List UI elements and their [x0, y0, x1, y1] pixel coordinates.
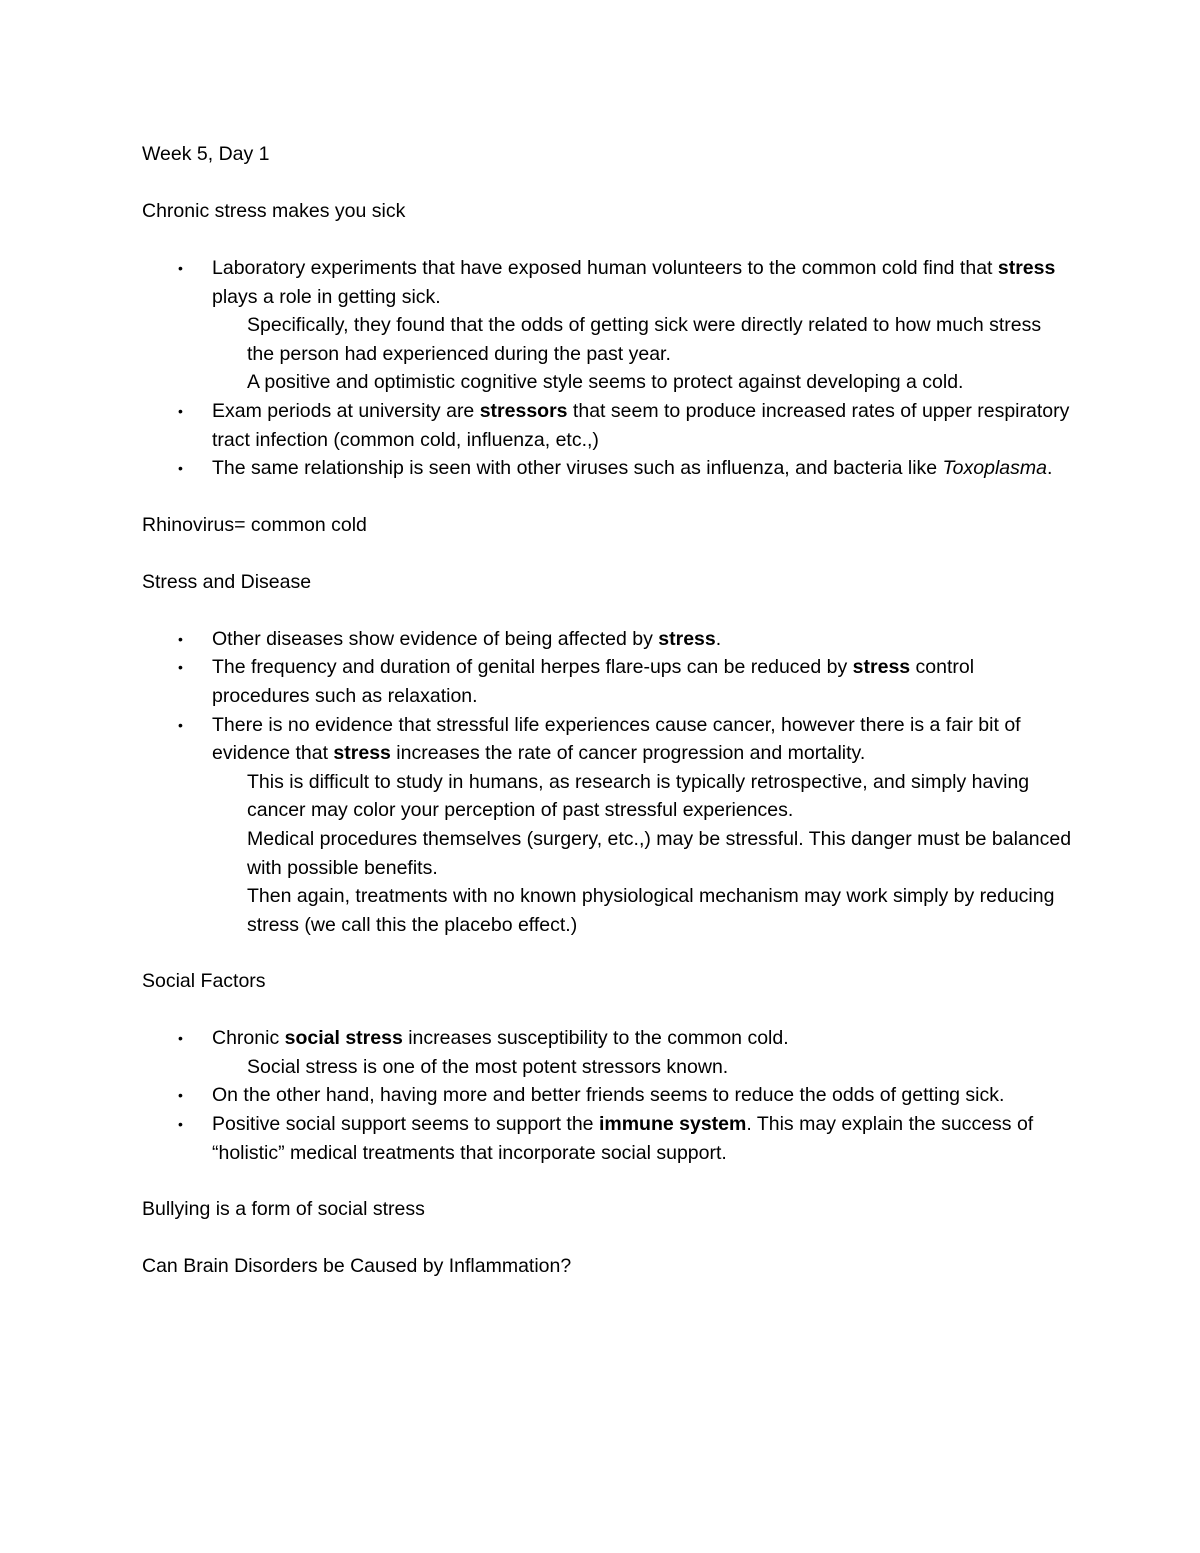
sub-item: Social stress is one of the most potent stressors known. [247, 1055, 729, 1078]
bullet-list-stress-disease [142, 625, 1072, 940]
sub-item: A positive and optimistic cognitive style seems to protect against developing a cold. [247, 371, 964, 394]
bullet-icon: • [178, 260, 183, 276]
document-title: Week 5, Day 1 [142, 143, 270, 165]
rhinovirus-note: Rhinovirus= common cold [142, 513, 367, 536]
list-item: • The frequency and duration of genital herpes flare-ups can be reduced by stress control procedures such as relaxation. [142, 653, 1072, 710]
sub-item: Then again, treatments with no known physiological mechanism may work simply by reducing stress (we call this the placebo effect.) [247, 885, 1055, 936]
list-item: • Laboratory experiments that have exposed human volunteers to the common cold find that stress plays a role in getting sick. Specifically, they found that the odds of getting sick were directly related to how much stress the person had experienced during the past year. A positive and optimistic cognitive style seems to protect against developing a cold. [142, 254, 1072, 397]
list-item: • Other diseases show evidence of being affected by stress. [142, 625, 1072, 654]
bullet-icon: • [178, 1087, 183, 1104]
list-item: • Chronic social stress increases susceptibility to the common cold. Social stress is one of the most potent stressors known. [142, 1024, 1072, 1081]
sub-item: This is difficult to study in humans, as research is typically retrospective, and simply having cancer may color your perception of past stressful experiences. [247, 770, 1030, 822]
section-heading-chronic-stress: Chronic stress makes you sick [142, 200, 406, 222]
list-item: • On the other hand, having more and better friends seems to reduce the odds of getting sick. [142, 1081, 1072, 1110]
list-item: • Exam periods at university are stressors that seem to produce increased rates of upper respiratory tract infection (common cold, influenza, etc.,) [142, 397, 1072, 454]
sub-item: Specifically, they found that the odds of getting sick were directly related to how much stress the person had experienced during the past year. [247, 314, 1042, 365]
list-item: • The same relationship is seen with other viruses such as influenza, and bacteria like Toxoplasma. [142, 454, 1072, 483]
section-heading-stress-disease: Stress and Disease [142, 570, 312, 593]
bullet-icon: • [178, 1116, 183, 1133]
bullet-icon: • [178, 659, 183, 676]
bullet-list-chronic-stress [142, 254, 1072, 483]
bullet-icon: • [178, 630, 183, 647]
list-item: • Positive social support seems to support the immune system. This may explain the success of “holistic” medical treatments that incorporate social support. [142, 1110, 1072, 1167]
brain-disorders-heading: Can Brain Disorders be Caused by Inflammation? [142, 1255, 572, 1278]
bullying-heading: Bullying is a form of social stress [142, 1198, 425, 1221]
bullet-icon: • [178, 402, 183, 419]
sub-item: Medical procedures themselves (surgery, etc.,) may be stressful. This danger must be balanced with possible benefits. [247, 827, 1072, 879]
document-page [142, 140, 1072, 1281]
bullet-list-social-factors [142, 1024, 1072, 1167]
list-item: • There is no evidence that stressful life experiences cause cancer, however there is a fair bit of evidence that stress increases the rate of cancer progression and mortality. This is difficult to study in humans, as research is typically retrospective, and simply having cancer may color your perception of past stressful experiences. Medical procedures themselves (surgery, etc.,) may be stressful. This danger must be balanced with possible benefits. Then again, treatments with no known physiological mechanism may work simply by reducing stress (we call this the placebo effect.) [142, 711, 1072, 940]
bullet-icon: • [178, 716, 183, 733]
section-heading-social-factors: Social Factors [142, 970, 266, 993]
bullet-icon: • [178, 460, 183, 477]
bullet-icon: • [178, 1030, 183, 1047]
